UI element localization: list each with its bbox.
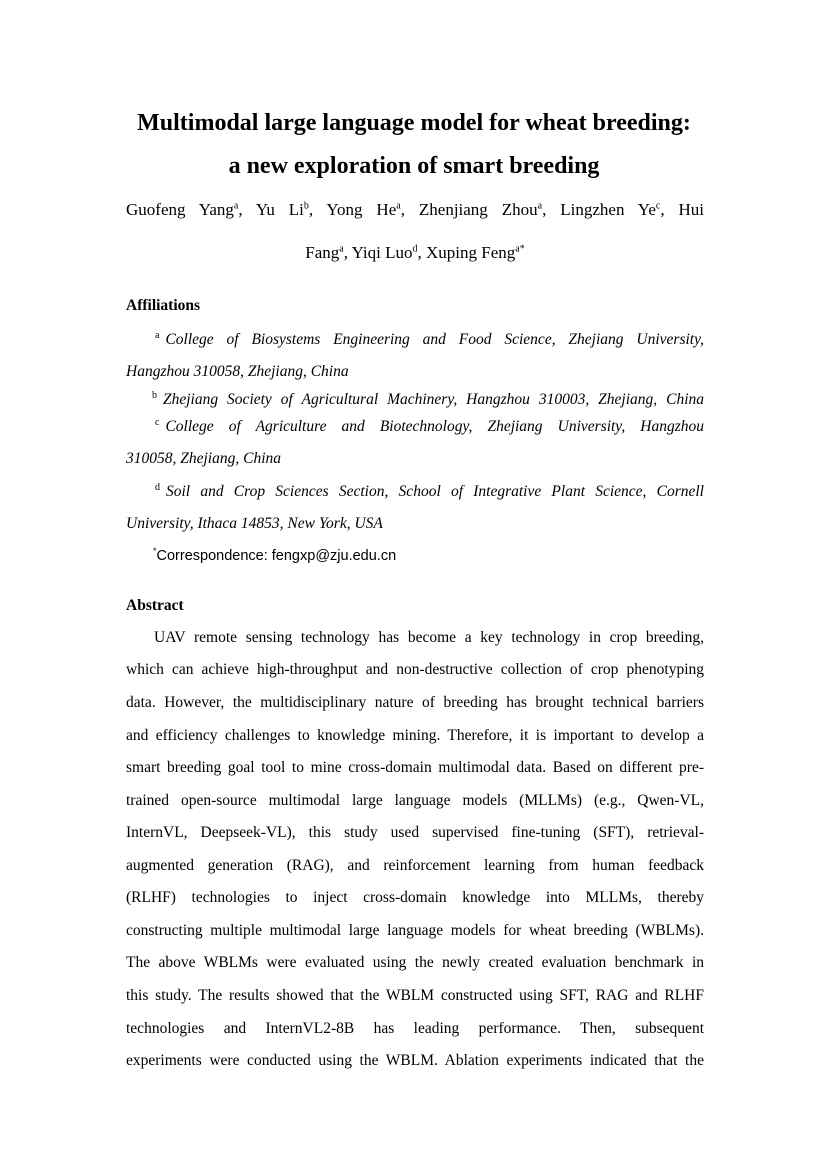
affiliation-text: Zhejiang Society of Agricultural Machinery, Hangzhou 310003, Zhejiang, China (163, 391, 704, 408)
author-name: Lingzhen Ye (560, 200, 656, 219)
affiliation-c-line-1 (155, 417, 704, 437)
correspondence-marker: * (153, 546, 157, 557)
affiliation-marker: c (155, 416, 160, 428)
author-separator: , (417, 243, 427, 262)
author-separator: , (400, 200, 419, 219)
author-name: Xuping Feng (426, 243, 516, 262)
abstract-line: this study. The results showed that the WBLM constructed using SFT, RAG and RLHF (126, 987, 704, 1004)
author-name: Yiqi Luo (351, 243, 413, 262)
author-name: Yu Li (255, 200, 304, 219)
author-list-line-1 (126, 199, 704, 221)
affiliation-text: College of Agriculture and Biotechnology, Zhejiang University, Hangzhou (165, 418, 704, 435)
abstract-line: and efficiency challenges to knowledge mining. Therefore, it is important to develop a (126, 727, 704, 744)
abstract-line: smart breeding goal tool to mine cross-domain multimodal data. Based on different pre- (126, 759, 704, 776)
abstract-line: technologies and InternVL2-8B has leading performance. Then, subsequent (126, 1020, 704, 1037)
abstract-line: constructing multiple multimodal large language models for wheat breeding (WBLMs). (126, 922, 704, 939)
author-affiliation-mark: d (412, 243, 418, 255)
author-separator: , (308, 200, 327, 219)
author-name: Guofeng Yang (126, 200, 234, 219)
author-separator: , (238, 200, 256, 219)
author-name: Hui (678, 200, 705, 219)
author-name: Fang (305, 243, 340, 262)
abstract-line: trained open-source multimodal large language models (MLLMs) (e.g., Qwen-VL, (126, 792, 704, 809)
affiliation-c-line-2: 310058, Zhejiang, China (126, 450, 282, 467)
abstract-line: experiments were conducted using the WBLM. Ablation experiments indicated that the (126, 1052, 704, 1069)
affiliation-marker: a (155, 329, 160, 341)
abstract-line: augmented generation (RAG), and reinforcement learning from human feedback (126, 857, 704, 874)
author-separator: , (542, 200, 561, 219)
affiliation-d-line-2: University, Ithaca 14853, New York, USA (126, 515, 383, 532)
affiliation-a-line-1 (155, 330, 704, 350)
abstract-line: UAV remote sensing technology has become a key technology in crop breeding, (154, 629, 704, 646)
abstract-line: InternVL, Deepseek-VL), this study used supervised fine-tuning (SFT), retrieval- (126, 824, 704, 841)
affiliation-d-line-1 (155, 482, 704, 502)
author-separator: , (660, 200, 679, 219)
author-name: Yong He (326, 200, 397, 219)
author-affiliation-mark: a (233, 200, 239, 212)
affiliation-marker: d (155, 481, 160, 493)
affiliation-text: College of Biosystems Engineering and Food Science, Zhejiang University, (165, 331, 704, 348)
abstract-heading: Abstract (126, 597, 184, 614)
abstract-line: The above WBLMs were evaluated using the newly created evaluation benchmark in (126, 954, 704, 971)
author-affiliation-mark: a (339, 243, 344, 255)
affiliation-b (152, 390, 704, 410)
author-name: Zhenjiang Zhou (418, 200, 538, 219)
author-affiliation-mark: a* (515, 243, 525, 255)
abstract-line: data. However, the multidisciplinary nature of breeding has brought technical barriers (126, 694, 704, 711)
abstract-line: (RLHF) technologies to inject cross-domain knowledge into MLLMs, thereby (126, 889, 704, 906)
author-affiliation-mark: b (303, 200, 309, 212)
abstract-line: which can achieve high-throughput and non-destructive collection of crop phenotyping (126, 661, 704, 678)
author-list-line-2 (126, 242, 704, 264)
author-affiliation-mark: a (537, 200, 543, 212)
author-affiliation-mark: a (396, 200, 401, 212)
paper-title-line-2: a new exploration of smart breeding (228, 153, 600, 179)
paper-title-line-1: Multimodal large language model for wheat breeding: (137, 110, 691, 136)
author-separator: , (343, 243, 352, 262)
affiliation-marker: b (152, 389, 157, 401)
affiliation-a-line-2: Hangzhou 310058, Zhejiang, China (126, 363, 349, 380)
affiliation-text: Soil and Crop Sciences Section, School of Integrative Plant Science, Cornell (166, 483, 704, 500)
affiliations-heading: Affiliations (126, 297, 201, 314)
author-affiliation-mark: c (655, 200, 661, 212)
correspondence-line (153, 546, 396, 566)
correspondence-text: Correspondence: fengxp@zju.edu.cn (156, 548, 397, 564)
